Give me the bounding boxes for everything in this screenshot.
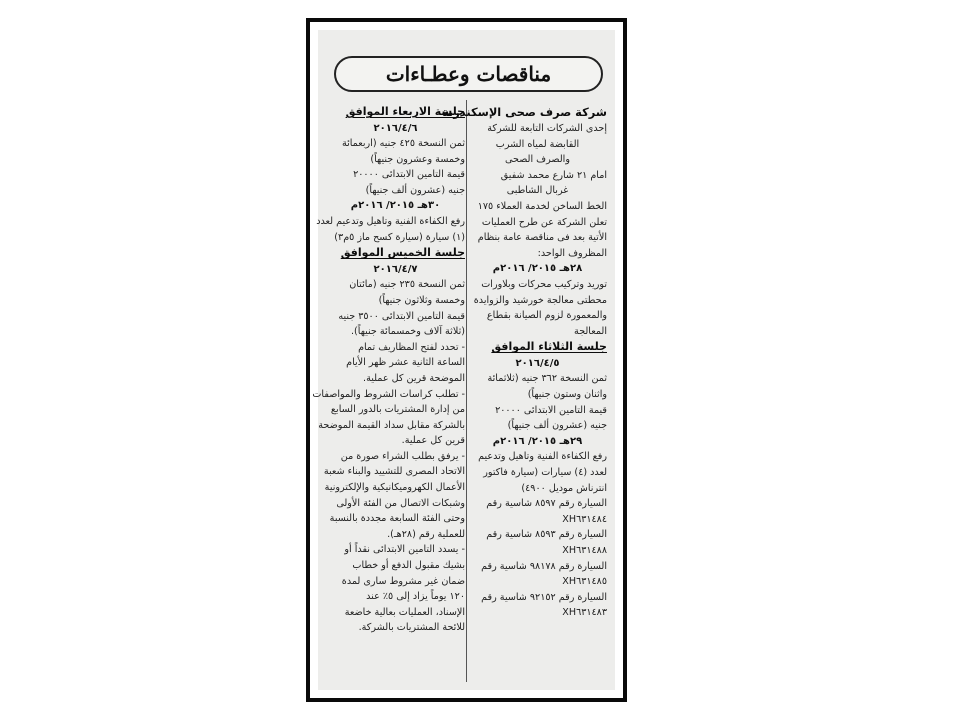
- announcement-line: تعلن الشركة عن طرح العمليات: [481, 216, 607, 228]
- tender-description-line: لعدد (٤) سيارات (سيارة فاكتور: [483, 466, 607, 478]
- note-line: للائحة المشتريات بالشركة.: [358, 622, 465, 634]
- note-line: الإسناد، العمليات بعالية خاضعة: [344, 606, 465, 618]
- note-line: ضمان غير مشروط سارى لمدة: [341, 575, 465, 587]
- note-line: - تحدد لفتح المظاريف تمام: [358, 341, 465, 353]
- session-heading: جلسة الثلاثاء الموافق: [491, 340, 607, 354]
- affiliation-line: إحدى الشركات التابعة للشركة: [487, 123, 607, 134]
- note-line: - تطلب كراسات الشروط والمواصفات: [312, 388, 465, 400]
- vehicle-chassis: XH٦٣١٤٨٨: [562, 544, 607, 556]
- session-detail-line: جنيه (عشرون ألف جنيهاً): [507, 420, 607, 432]
- tender-description-line: والمعمورة لزوم الصيانة بقطاع: [486, 310, 607, 322]
- note-line: ١٢٠ يوماً يزاد إلى ٥٪ عند: [366, 591, 465, 603]
- note-line: بالشركة مقابل سداد القيمة الموضحة: [318, 419, 465, 431]
- newspaper-clipping: [312, 30, 615, 690]
- affiliation-line: القابضة لمياه الشرب: [495, 138, 580, 150]
- note-line: قرين كل عملية.: [401, 435, 465, 447]
- note-line: الأعمال الكهروميكانيكية والإلكترونية: [324, 482, 465, 494]
- vehicle-chassis: XH٦٣١٤٨٣: [562, 607, 607, 619]
- note-line: وحتى الفئة السابعة مجددة بالنسبة: [329, 513, 465, 525]
- session-date: ٢٠١٦/٤/٥: [515, 357, 560, 369]
- tender-number: ٢٨هـ ٢٠١٥/ ٢٠١٦م: [492, 263, 583, 275]
- note-line: من إدارة المشتريات بالدور السابع: [330, 404, 465, 416]
- column-divider: [466, 100, 467, 682]
- note-line: الموضحة قرين كل عملية.: [363, 372, 465, 384]
- session-date: ٢٠١٦/٤/٦: [373, 122, 418, 134]
- session-detail-line: جنيه (عشرون ألف جنيهاً): [365, 184, 465, 196]
- announcement-line: الأتية بعد فى مناقصة عامة بنظام: [477, 232, 607, 244]
- session-detail-line: قيمة التامين الابتدائى ٢٠٠٠٠: [495, 404, 607, 416]
- vehicle-line: السيارة رقم ٨٥٩٧ شاسية رقم: [486, 498, 607, 510]
- tender-description-line: رفع الكفاءة الفنية وتاهيل وتدعيم لعدد: [316, 216, 465, 228]
- vehicle-line: السيارة رقم ٩٢١٥٢ شاسية رقم: [481, 591, 607, 603]
- tender-number: ٣٠هـ ٢٠١٥/ ٢٠١٦م: [350, 200, 441, 212]
- session-detail-line: (ثلاثة آلاف وخمسمائة جنيهاً).: [351, 326, 465, 338]
- session-date: ٢٠١٦/٤/٧: [373, 263, 418, 275]
- document-frame: [306, 18, 627, 702]
- session-detail-line: ثمن النسخة ٣٦٢ جنيه (ثلاثمائة: [487, 373, 607, 385]
- note-line: بشيك مقبول الدفع أو خطاب: [352, 560, 465, 572]
- session-detail-line: قيمة التامين الابتدائى ٣٥٠٠ جنيه: [338, 310, 465, 322]
- tender-description-line: المعالجة: [574, 325, 607, 337]
- tender-description-line: رفع الكفاءة الفنية وتاهيل وتدعيم: [478, 451, 607, 463]
- vehicle-chassis: XH٦٣١٤٨٥: [562, 576, 607, 588]
- session-detail-line: ثمن النسخة ٢٣٥ جنيه (مائتان: [349, 279, 465, 291]
- note-line: - يسدد التامين الابتدائى نقداً أو: [344, 544, 465, 556]
- vehicle-line: السيارة رقم ٨٥٩٣ شاسية رقم: [486, 529, 607, 541]
- tender-description-line: توريد وتركيب محركات وبلاورات: [481, 278, 607, 290]
- session-detail-line: واثنان وستون جنيهاً): [527, 389, 607, 400]
- hotline-text: الخط الساخن لخدمة العملاء ١٧٥: [477, 200, 607, 212]
- session-detail-line: وخمسة وعشرون جنيهاً): [370, 153, 465, 165]
- session-detail-line: وخمسة وثلاثون جنيهاً): [378, 294, 465, 306]
- tender-description-line: انترناش موديل ٤٩٠٠): [521, 482, 607, 494]
- session-heading: جلسة الخميس الموافق: [340, 246, 465, 260]
- session-detail-line: ثمن النسخة ٤٢٥ جنيه (اربعمائة: [341, 138, 465, 150]
- session-heading: جلسة الاربعاء الموافق: [345, 105, 465, 118]
- vehicle-chassis: XH٦٣١٤٨٤: [562, 513, 607, 525]
- company-name: شركة صرف صحى الإسكندرية: [442, 105, 607, 119]
- affiliation-line: والصرف الصحى: [505, 154, 570, 166]
- left-column: [312, 104, 465, 684]
- tender-description-line: محطتى معالجة خورشيد والزوايدة: [473, 294, 607, 306]
- note-line: - يرفق بطلب الشراء صورة من: [340, 450, 465, 462]
- note-line: الاتحاد المصرى للتشييد والبناء شعبة: [323, 466, 465, 478]
- session-detail-line: قيمة التامين الابتدائى ٢٠٠٠٠: [353, 169, 465, 181]
- tender-description-line: (١) سيارة (سيارة كسح ماز ٥م٣): [334, 231, 465, 243]
- announcement-line: المظروف الواحد:: [537, 247, 607, 259]
- vehicle-line: السيارة رقم ٩٨١٧٨ شاسية رقم: [481, 560, 607, 572]
- section-banner: [334, 56, 603, 92]
- note-line: للعملية رقم (٢٨هـ).: [387, 528, 465, 540]
- address-line: غربال الشاطبى: [506, 185, 569, 197]
- note-line: وشبكات الاتصال من الفئة الأولى: [336, 497, 465, 509]
- address-line: امام ٢١ شارع محمد شفيق: [500, 169, 607, 181]
- tender-number: ٢٩هـ ٢٠١٥/ ٢٠١٦م: [492, 435, 583, 447]
- note-line: الساعة الثانية عشر ظهر الأيام: [346, 357, 465, 369]
- right-column: [442, 104, 607, 684]
- banner-title: مناقصات وعطـاءات: [385, 62, 552, 86]
